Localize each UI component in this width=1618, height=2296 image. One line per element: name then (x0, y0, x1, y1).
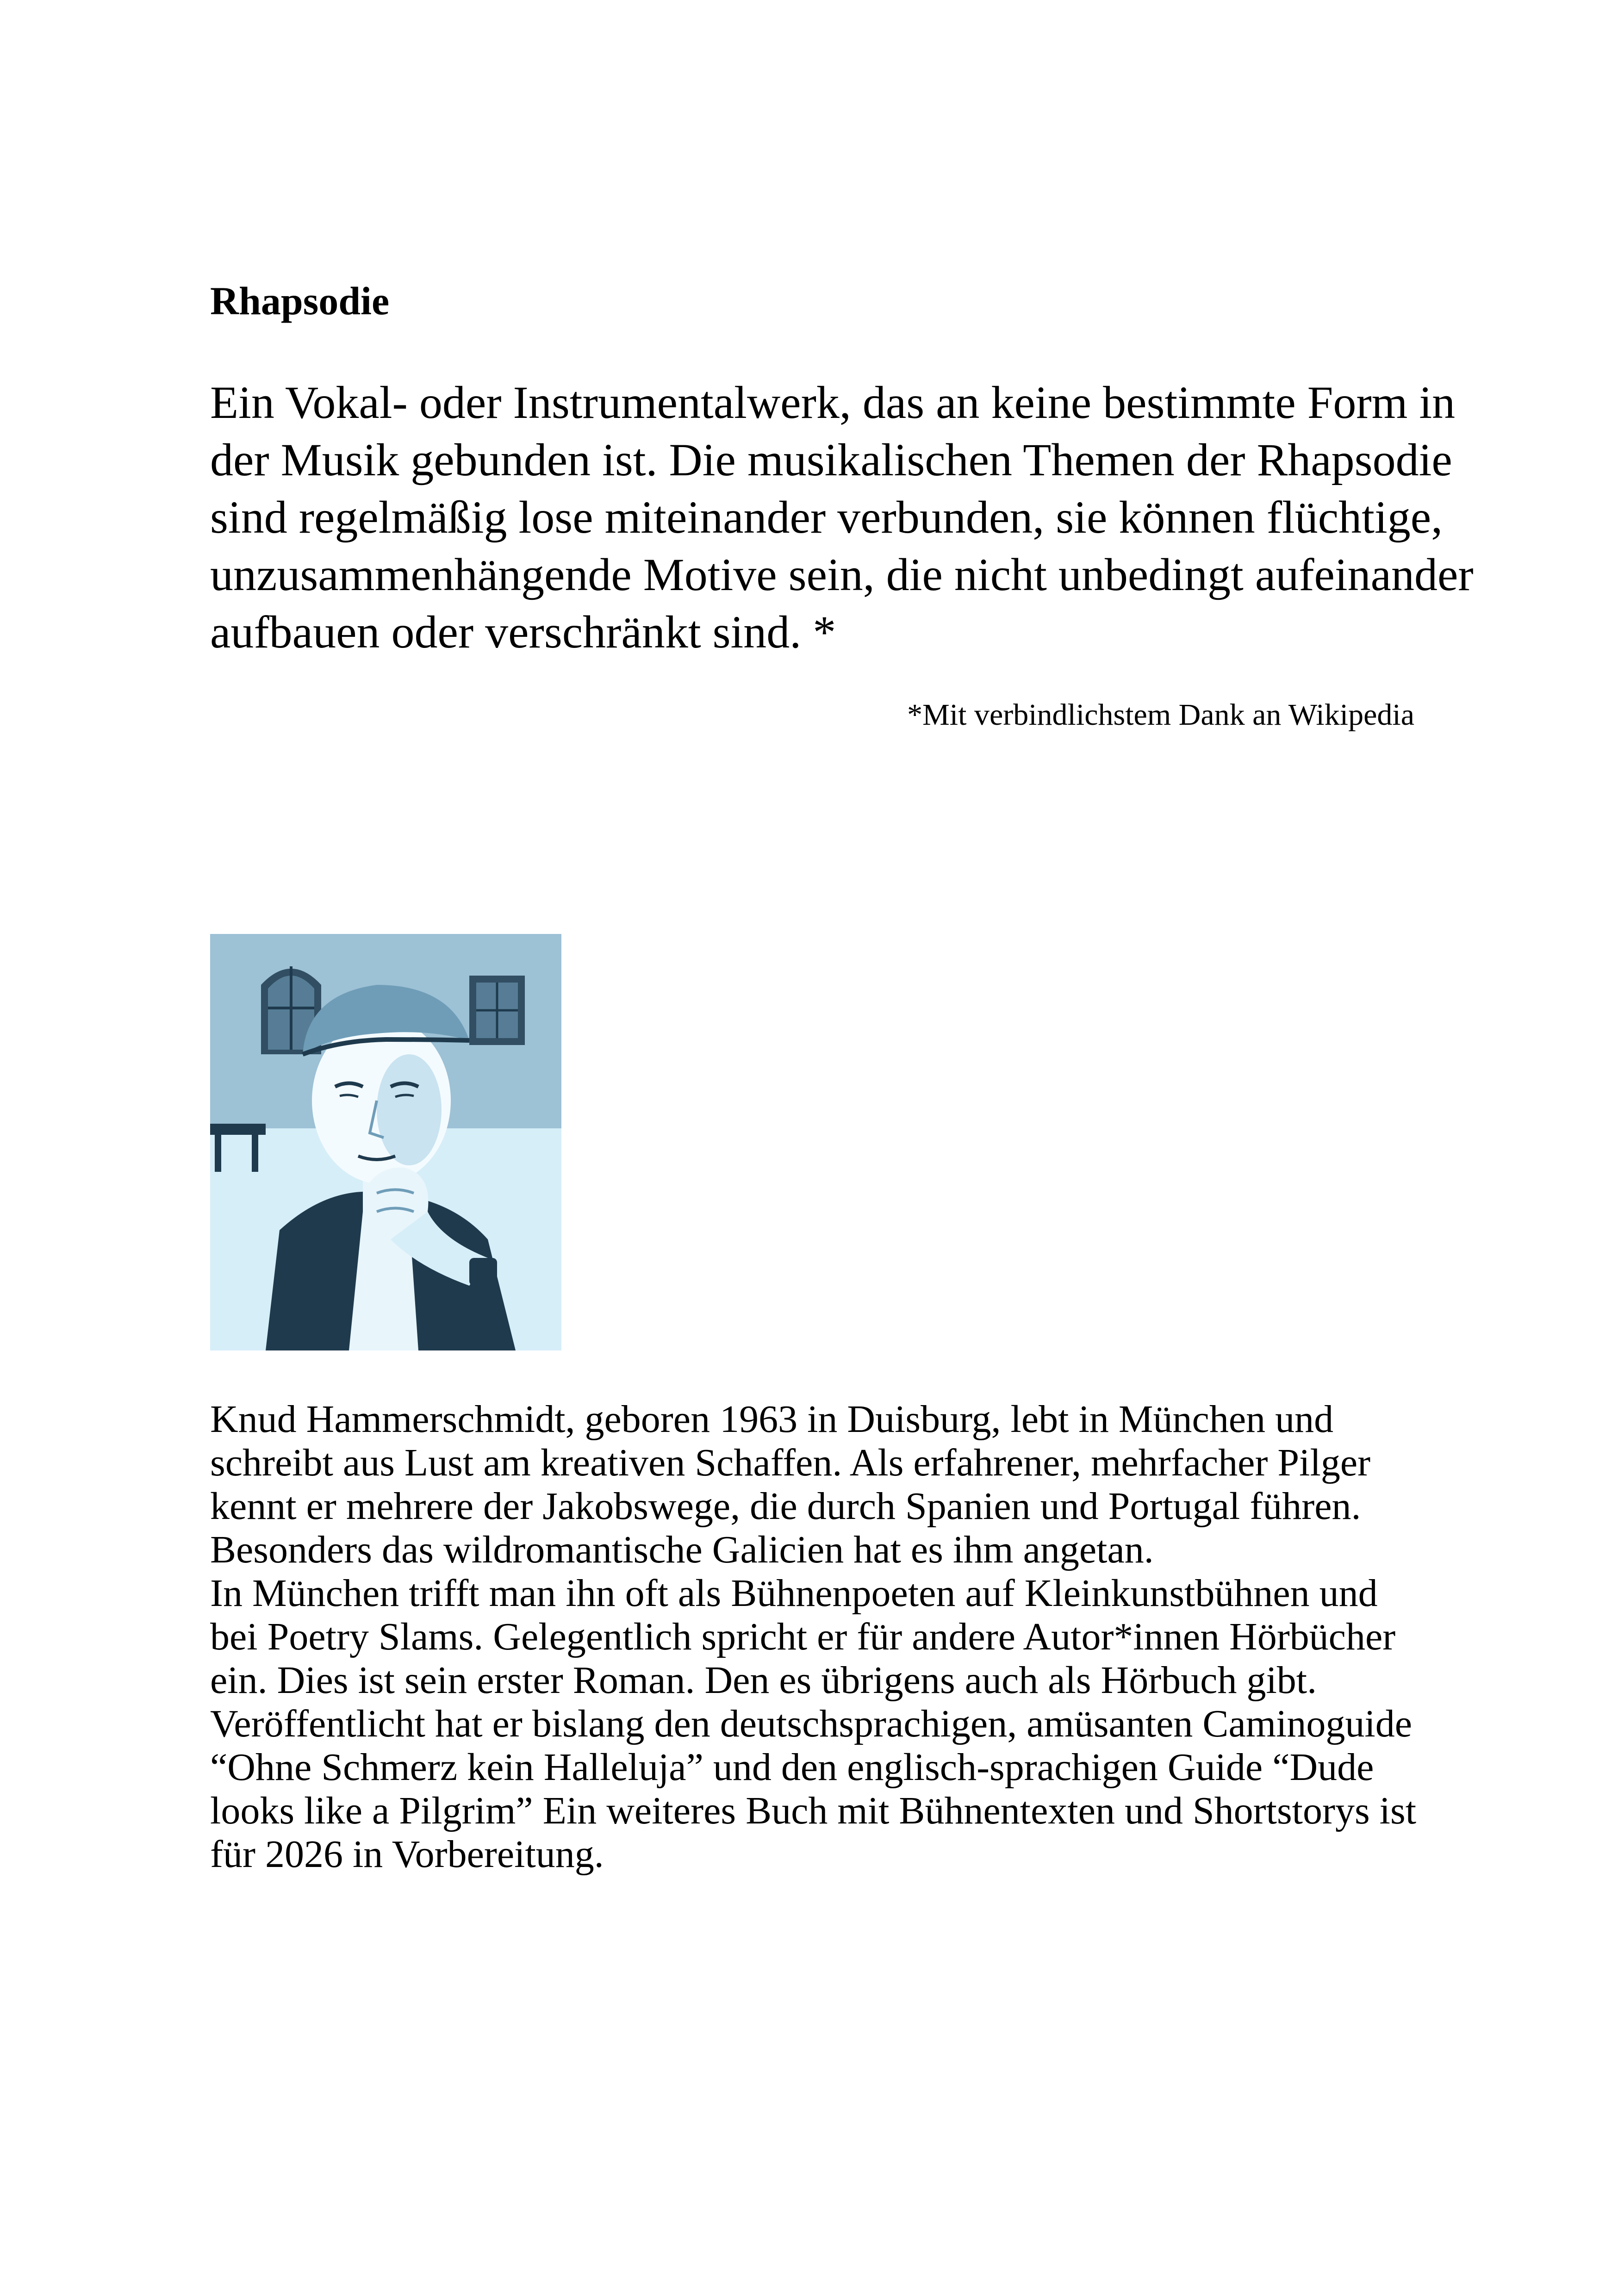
portrait-image (210, 934, 561, 1350)
author-bio (210, 1398, 1432, 1876)
bio-line: “Ohne Schmerz kein Halleluja” und den englisch-sprachigen Guide “Dude (210, 1746, 1374, 1789)
definition-line: sind regelmäßig lose miteinander verbunden, sie können flüchtige, (210, 492, 1443, 543)
definition-line: unzusammenhängende Motive sein, die nicht unbedingt aufeinander (210, 549, 1474, 600)
footnote: *Mit verbindlichstem Dank an Wikipedia (907, 698, 1414, 732)
definition-paragraph (210, 374, 1474, 661)
page-title: Rhapsodie (210, 279, 390, 323)
bio-line: schreibt aus Lust am kreativen Schaffen. Als erfahrener, mehrfacher Pilger (210, 1441, 1371, 1484)
definition-line: der Musik gebunden ist. Die musikalischen Themen der Rhapsodie (210, 434, 1452, 485)
bio-line: Veröffentlicht hat er bislang den deutschsprachigen, amüsanten Caminoguide (210, 1702, 1413, 1745)
bio-line: looks like a Pilgrim” Ein weiteres Buch mit Bühnentexten und Shortstorys ist (210, 1789, 1417, 1832)
bio-line: In München trifft man ihn oft als Bühnenpoeten auf Kleinkunstbühnen und (210, 1572, 1378, 1615)
bio-line: Knud Hammerschmidt, geboren 1963 in Duisburg, lebt in München und (210, 1398, 1334, 1441)
author-portrait-photo (210, 934, 561, 1350)
bio-line: für 2026 in Vorbereitung. (210, 1833, 604, 1876)
wristwatch (469, 1258, 497, 1286)
definition-line: aufbauen oder verschränkt sind. * (210, 606, 836, 658)
bio-line: Besonders das wildromantische Galicien hat es ihm angetan. (210, 1528, 1154, 1571)
bio-line: kennt er mehrere der Jakobswege, die durch Spanien und Portugal führen. (210, 1485, 1361, 1528)
bio-line: bei Poetry Slams. Gelegentlich spricht er für andere Autor*innen Hörbücher (210, 1615, 1396, 1658)
bio-line: ein. Dies ist sein erster Roman. Den es übrigens auch als Hörbuch gibt. (210, 1659, 1317, 1702)
definition-line: Ein Vokal- oder Instrumentalwerk, das an keine bestimmte Form in (210, 377, 1456, 428)
